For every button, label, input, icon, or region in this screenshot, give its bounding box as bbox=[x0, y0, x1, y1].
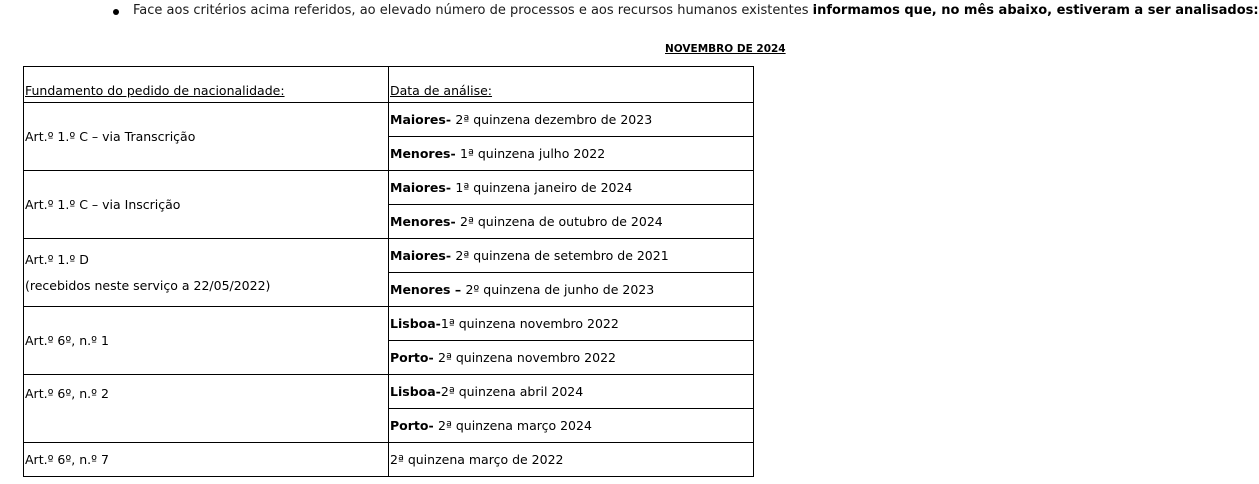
data-cell bbox=[389, 375, 754, 409]
fundamento-cell bbox=[24, 239, 389, 307]
entry-sep: - bbox=[450, 146, 461, 161]
entry-label: Porto bbox=[390, 418, 429, 433]
entry-sep: - bbox=[445, 112, 456, 127]
table-header-row bbox=[24, 67, 754, 103]
data-cell bbox=[389, 409, 754, 443]
entry-label: Lisboa bbox=[390, 316, 436, 331]
entry-value: 2ª quinzena de outubro de 2024 bbox=[460, 214, 663, 229]
table-row bbox=[24, 171, 754, 205]
entry-sep: - bbox=[445, 180, 456, 195]
fundamento-cell bbox=[24, 103, 389, 171]
data-cell bbox=[389, 341, 754, 375]
data-cell bbox=[389, 443, 754, 477]
analysis-table bbox=[23, 66, 754, 477]
fundamento-cell bbox=[24, 443, 389, 477]
fundamento-text: Art.º 6º, n.º 2 bbox=[25, 386, 109, 401]
entry-value: 2ª quinzena abril 2024 bbox=[440, 384, 584, 399]
header-fundamento: Fundamento do pedido de nacionalidade: bbox=[24, 67, 389, 103]
entry-value: 2ª quinzena de setembro de 2021 bbox=[455, 248, 669, 263]
entry-label: Lisboa bbox=[390, 384, 436, 399]
fundamento-text: Art.º 1.º D bbox=[25, 251, 89, 267]
fundamento-note: (recebidos neste serviço a 22/05/2022) bbox=[25, 277, 271, 293]
entry-value: 2ª quinzena dezembro de 2023 bbox=[455, 112, 653, 127]
fundamento-text: Art.º 6º, n.º 1 bbox=[25, 333, 109, 348]
entry-sep: - bbox=[450, 214, 461, 229]
entry-label: Maiores bbox=[390, 112, 446, 127]
header-data-analise: Data de análise: bbox=[389, 67, 754, 103]
data-cell bbox=[389, 205, 754, 239]
entry-label: Maiores bbox=[390, 180, 446, 195]
table-row bbox=[24, 307, 754, 341]
entry-sep: - bbox=[428, 418, 439, 433]
fundamento-cell bbox=[24, 375, 389, 443]
data-cell bbox=[389, 103, 754, 137]
table-row bbox=[24, 443, 754, 477]
entry-sep: - bbox=[435, 384, 441, 399]
table-row bbox=[24, 375, 754, 409]
entry-sep: - bbox=[445, 248, 456, 263]
fundamento-cell bbox=[24, 171, 389, 239]
entry-label: Maiores bbox=[390, 248, 446, 263]
intro-regular: Face aos critérios acima referidos, ao elevado número de processos e aos recursos humanos existentes bbox=[133, 3, 809, 18]
entry-sep: - bbox=[435, 316, 441, 331]
data-cell bbox=[389, 171, 754, 205]
data-cell bbox=[389, 273, 754, 307]
entry-value: 2ª quinzena novembro 2022 bbox=[438, 350, 616, 365]
month-heading: NOVEMBRO DE 2024 bbox=[665, 43, 786, 55]
entry-value: 2º quinzena de junho de 2023 bbox=[465, 282, 655, 297]
entry-sep: - bbox=[428, 350, 439, 365]
data-cell bbox=[389, 307, 754, 341]
data-cell bbox=[389, 137, 754, 171]
intro-bold: informamos que, no mês abaixo, estiveram a ser analisados: bbox=[812, 3, 1259, 18]
entry-label: Porto bbox=[390, 350, 429, 365]
entry-label: Menores bbox=[390, 282, 451, 297]
entry-value: 1ª quinzena julho 2022 bbox=[460, 146, 606, 161]
fundamento-cell bbox=[24, 307, 389, 375]
data-cell bbox=[389, 239, 754, 273]
entry-value: 1ª quinzena janeiro de 2024 bbox=[455, 180, 633, 195]
fundamento-text: Art.º 6º, n.º 7 bbox=[25, 452, 109, 467]
bullet-icon bbox=[113, 9, 119, 15]
intro-text bbox=[133, 3, 1259, 19]
table-row bbox=[24, 239, 754, 273]
entry-sep: – bbox=[450, 282, 466, 297]
entry-label: Menores bbox=[390, 214, 451, 229]
entry-value: 2ª quinzena março 2024 bbox=[438, 418, 592, 433]
entry-value: 1ª quinzena novembro 2022 bbox=[440, 316, 619, 331]
fundamento-text: Art.º 1.º C – via Inscrição bbox=[25, 197, 181, 212]
entry-value: 2ª quinzena março de 2022 bbox=[390, 452, 564, 467]
fundamento-text: Art.º 1.º C – via Transcrição bbox=[25, 129, 196, 144]
entry-label: Menores bbox=[390, 146, 451, 161]
table-row bbox=[24, 103, 754, 137]
